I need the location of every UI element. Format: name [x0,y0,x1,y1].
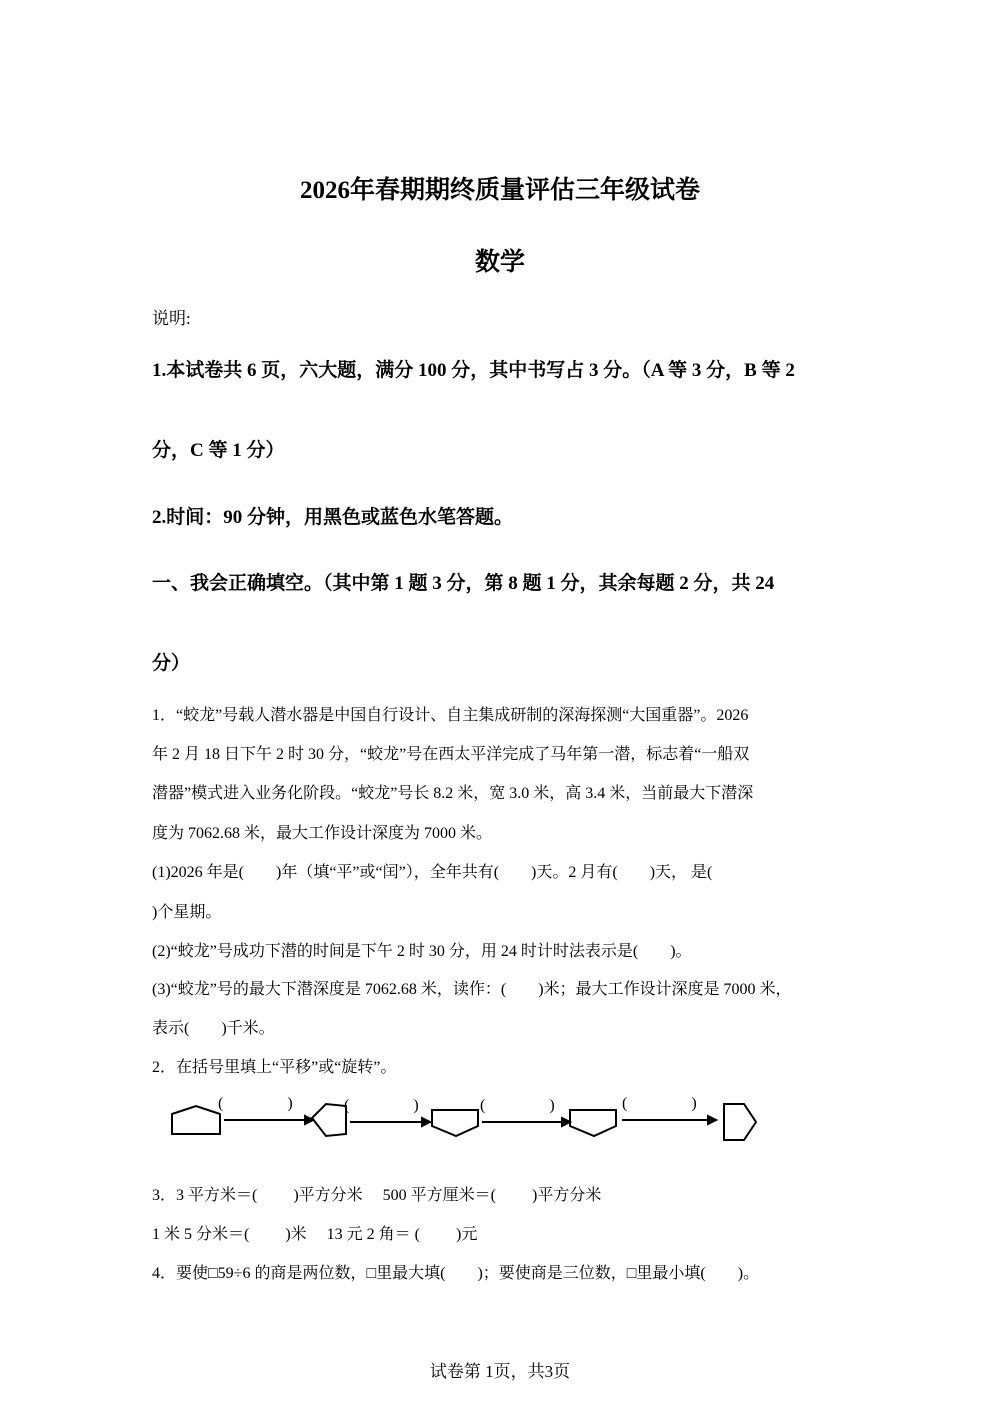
q1-paragraph-line: 度为 7062.68 米，最大工作设计深度为 7000 米。 [152,825,493,842]
right-pentagon-shape [724,1104,756,1140]
rotated-pentagon-shape [312,1104,346,1136]
q1-paragraph-line: 年 2 月 18 日下午 2 时 30 分，“蛟龙”号在西太平洋完成了马年第一潜，标志着“一船双 [152,746,750,763]
instruction-1-cont: 分，C 等 1 分） [152,440,285,461]
q1-sub-2: (2)“蛟龙”号成功下潜的时间是下午 2 时 30 分，用 24 时计时法表示是( )。 [152,943,692,960]
q2-blank: ( ) [218,1095,293,1112]
inverted-pentagon-shape [432,1110,478,1136]
q2-text: 2．在括号里填上“平移”或“旋转”。 [152,1059,397,1076]
subject-title: 数学 [474,249,525,276]
page-footer: 试卷第 1页，共3页 [429,1362,571,1381]
exam-title: 2026年春期期终质量评估三年级试卷 [299,177,700,204]
q2-blank: ( ) [480,1097,555,1114]
instruction-1: 1.本试卷共 6 页，六大题，满分 100 分，其中书写占 3 分。（A 等 3 分，B 等 2 [152,360,795,381]
instruction-2: 2.时间：90 分钟，用黑色或蓝色水笔答题。 [152,507,514,528]
q3-line-1: 3．3 平方米＝( )平方分米 500 平方厘米＝( )平方分米 [152,1187,602,1204]
q3-line-2: 1 米 5 分米＝( )米 13 元 2 角＝ ( )元 [152,1226,478,1243]
q1-sub-3: (3)“蛟龙”号的最大下潜深度是 7062.68 米，读作：( )米；最大工作设计深度是 7000 米， [152,981,792,998]
pentagon-shape [172,1106,220,1134]
section-1-heading-cont: 分） [152,653,191,674]
instructions-label: 说明: [152,309,191,328]
q1-sub-3-cont: 表示( )千米。 [152,1020,275,1037]
q2-blank: ( ) [622,1095,697,1112]
q1-sub-1-cont: )个星期。 [152,904,222,921]
q2-blank: ( ) [344,1097,419,1114]
q4-text: 4．要使□59÷6 的商是两位数，□里最大填( )；要使商是三位数，□里最小填( )。 [152,1265,760,1282]
q1-paragraph-line: 1．“蛟龙”号载人潜水器是中国自行设计、自主集成研制的深海探测“大国重器”。2026 [152,707,749,724]
q1-sub-1: (1)2026 年是( )年（填“平”或“闰”），全年共有( )天。2 月有( )天， 是( [152,864,713,881]
inverted-pentagon-shape [570,1110,616,1136]
q1-paragraph-line: 潜器”模式进入业务化阶段。“蛟龙”号长 8.2 米，宽 3.0 米，高 3.4 米，当前最大下潜深 [152,785,754,802]
section-1-heading: 一、我会正确填空。（其中第 1 题 3 分，第 8 题 1 分，其余每题 2 分，共 24 [152,573,775,594]
